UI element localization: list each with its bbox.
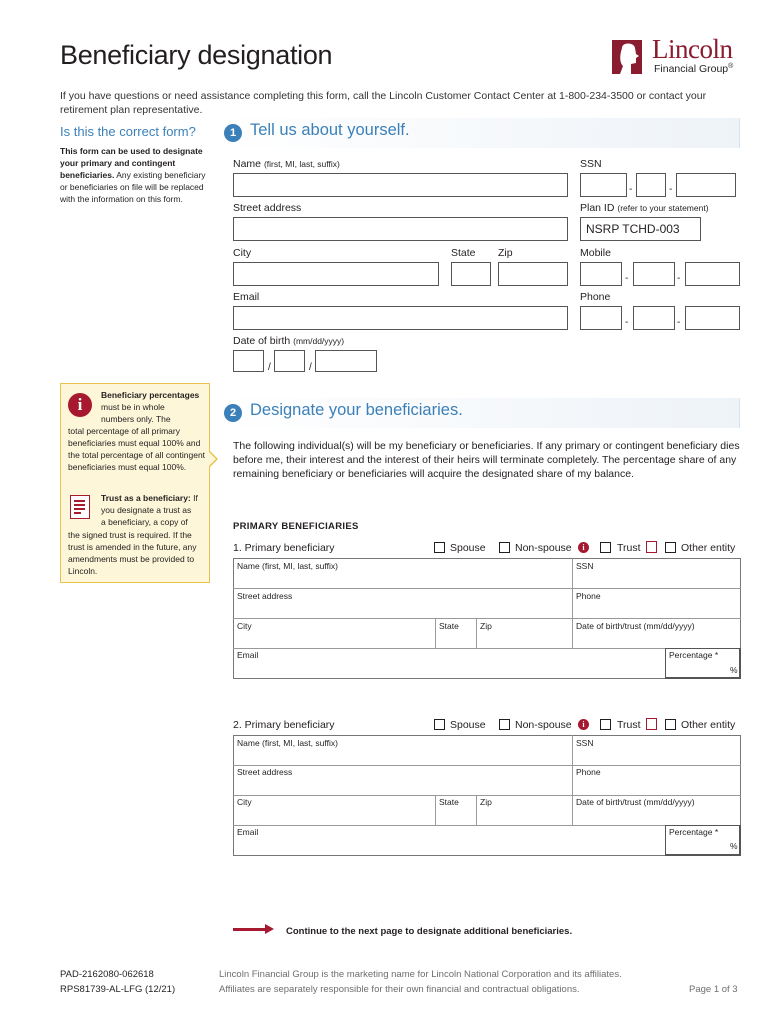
name-field[interactable] (233, 173, 568, 197)
non-spouse-label: Non-spouse (515, 542, 572, 554)
page-title: Beneficiary designation (60, 40, 333, 70)
ben2-zip-field[interactable]: Zip (480, 797, 492, 807)
ssn-dash: - (629, 184, 633, 195)
ben1-zip-field[interactable]: Zip (480, 621, 492, 631)
ben1-ssn-field[interactable]: SSN (576, 561, 594, 571)
state-field[interactable] (451, 262, 491, 286)
spouse-checkbox[interactable] (434, 542, 445, 553)
footer-disclaimer-2: Affiliates are separately responsible for their own financial and contractual obligations. (219, 984, 580, 995)
page-number: Page 1 of 3 (689, 984, 738, 995)
sidebar-text: This form can be used to designate your primary and contingent beneficiaries. Any existing beneficiary or beneficiaries on file will be replaced with the information on this form. (60, 146, 206, 204)
grid-divider (476, 795, 477, 825)
plan-id-field[interactable]: NSRP TCHD-003 (580, 217, 701, 241)
grid-divider (233, 588, 741, 589)
grid-divider (572, 558, 573, 648)
ben2-street-field[interactable]: Street address (237, 767, 293, 777)
ben2-email-field[interactable]: Email (237, 827, 259, 837)
ben1-name-field[interactable]: Name (first, MI, last, suffix) (237, 561, 338, 571)
trust-label: Trust (617, 542, 641, 554)
mobile-dash: - (625, 273, 629, 284)
ssn-dash: - (669, 184, 673, 195)
info-icon: i (68, 393, 92, 417)
spouse-label: Spouse (450, 542, 486, 554)
section1-title: Tell us about yourself. (250, 121, 410, 139)
intro-text: If you have questions or need assistance completing this form, call the Lincoln Customer Contact Center at 1-800-234-3500 or contact your retirement plan representative. (60, 90, 707, 116)
note-trust-body: the signed trust is required. If the trust is amended in the future, any amendments must be provided to Lincoln. (68, 530, 197, 576)
grid-divider (476, 618, 477, 648)
ben1-state-field[interactable]: State (439, 621, 459, 631)
note-pointer-fill (208, 451, 216, 467)
trust-checkbox[interactable] (600, 719, 611, 730)
mobile-label: Mobile (580, 247, 611, 259)
spouse-label: Spouse (450, 719, 486, 731)
ssn-label: SSN (580, 158, 602, 170)
trust-label: Trust (617, 719, 641, 731)
document-icon (646, 718, 657, 730)
mobile-field-1[interactable] (580, 262, 622, 286)
document-icon (70, 495, 90, 519)
ben1-city-field[interactable]: City (237, 621, 252, 631)
primary-beneficiaries-heading: PRIMARY BENEFICIARIES (233, 521, 359, 532)
ssn-field-1[interactable] (580, 173, 627, 197)
ben2-phone-field[interactable]: Phone (576, 767, 601, 777)
phone-dash: - (625, 317, 629, 328)
note-trust-head: Trust as a beneficiary: If you designate a trust as a beneficiary, a copy of (101, 493, 198, 527)
dob-month-field[interactable] (233, 350, 264, 372)
beneficiary-2-title: 2. Primary beneficiary (233, 719, 335, 731)
spouse-checkbox[interactable] (434, 719, 445, 730)
city-label: City (233, 247, 252, 259)
ssn-field-3[interactable] (676, 173, 736, 197)
ben2-name-field[interactable]: Name (first, MI, last, suffix) (237, 738, 338, 748)
note-percentages-head: Beneficiary percentages must be in whole numbers only. The (101, 390, 200, 424)
section1-number: 1 (224, 124, 242, 142)
other-entity-label: Other entity (681, 719, 736, 731)
info-icon: i (578, 719, 589, 730)
grid-divider (233, 618, 741, 619)
arrow-head-icon (265, 924, 274, 934)
form-code-1: PAD-2162080-062618 (60, 969, 154, 980)
phone-field-3[interactable] (685, 306, 740, 330)
continue-text: Continue to the next page to designate additional beneficiaries. (286, 926, 573, 937)
lincoln-logo (612, 36, 742, 80)
ben2-city-field[interactable]: City (237, 797, 252, 807)
percent-sign: % (730, 665, 738, 675)
ben2-percentage-label: Percentage * (669, 827, 719, 837)
ben1-email-field[interactable]: Email (237, 650, 259, 660)
info-icon: i (578, 542, 589, 553)
phone-field-1[interactable] (580, 306, 622, 330)
non-spouse-label: Non-spouse (515, 719, 572, 731)
other-entity-label: Other entity (681, 542, 736, 554)
ben1-dob-field[interactable]: Date of birth/trust (mm/dd/yyyy) (576, 621, 695, 631)
phone-dash: - (677, 317, 681, 328)
form-code-2: RPS81739-AL-LFG (12/21) (60, 984, 176, 995)
dob-slash: / (268, 362, 271, 373)
dob-slash: / (309, 362, 312, 373)
zip-label: Zip (498, 247, 513, 259)
dob-year-field[interactable] (315, 350, 377, 372)
other-entity-checkbox[interactable] (665, 719, 676, 730)
plan-label: Plan ID (refer to your statement) (580, 202, 709, 214)
document-icon (646, 541, 657, 553)
beneficiary-1-title: 1. Primary beneficiary (233, 542, 335, 554)
phone-field-2[interactable] (633, 306, 675, 330)
email-label: Email (233, 291, 260, 303)
ben1-phone-field[interactable]: Phone (576, 591, 601, 601)
state-label: State (451, 247, 476, 259)
mobile-field-3[interactable] (685, 262, 740, 286)
grid-divider (572, 735, 573, 825)
name-label: Name (first, MI, last, suffix) (233, 158, 340, 170)
sidebar-question: Is this the correct form? (60, 124, 196, 139)
grid-divider (435, 618, 436, 648)
section2-title: Designate your beneficiaries. (250, 401, 463, 419)
ben2-state-field[interactable]: State (439, 797, 459, 807)
mobile-field-2[interactable] (633, 262, 675, 286)
ssn-field-2[interactable] (636, 173, 666, 197)
non-spouse-checkbox[interactable] (499, 542, 510, 553)
zip-field[interactable] (498, 262, 568, 286)
non-spouse-checkbox[interactable] (499, 719, 510, 730)
ben2-ssn-field[interactable]: SSN (576, 738, 594, 748)
ben2-dob-field[interactable]: Date of birth/trust (mm/dd/yyyy) (576, 797, 695, 807)
beneficiary-paragraph: The following individual(s) will be my beneficiary or beneficiaries. If any primary or contingent beneficiary dies before me, their interest and the interest of their heirs will terminate completely. The percentage share of any remaining beneficiary or beneficiaries will acquire the designated share of my balance. (233, 440, 740, 480)
mobile-dash: - (677, 273, 681, 284)
logo-name: Lincoln (652, 34, 733, 64)
grid-divider (233, 765, 741, 766)
city-field[interactable] (233, 262, 439, 286)
street-field[interactable] (233, 217, 568, 241)
footer-disclaimer-1: Lincoln Financial Group is the marketing name for Lincoln National Corporation and its affiliates. (219, 969, 622, 980)
grid-divider (233, 795, 741, 796)
trust-checkbox[interactable] (600, 542, 611, 553)
email-field[interactable] (233, 306, 568, 330)
street-label: Street address (233, 202, 302, 214)
arrow-right-icon (233, 928, 267, 931)
lincoln-portrait-icon (612, 36, 650, 76)
dob-label: Date of birth (mm/dd/yyyy) (233, 335, 345, 347)
section2-number: 2 (224, 404, 242, 422)
other-entity-checkbox[interactable] (665, 542, 676, 553)
percent-sign: % (730, 841, 738, 851)
logo-subtitle: Financial Group® (654, 63, 734, 75)
ben1-street-field[interactable]: Street address (237, 591, 293, 601)
phone-label: Phone (580, 291, 611, 303)
grid-divider (435, 795, 436, 825)
ben1-percentage-label: Percentage * (669, 650, 719, 660)
note-percentages-body: total percentage of all primary beneficiaries must equal 100% and the total percentage of all contingent beneficiaries must equal 100%. (68, 426, 206, 472)
dob-day-field[interactable] (274, 350, 305, 372)
